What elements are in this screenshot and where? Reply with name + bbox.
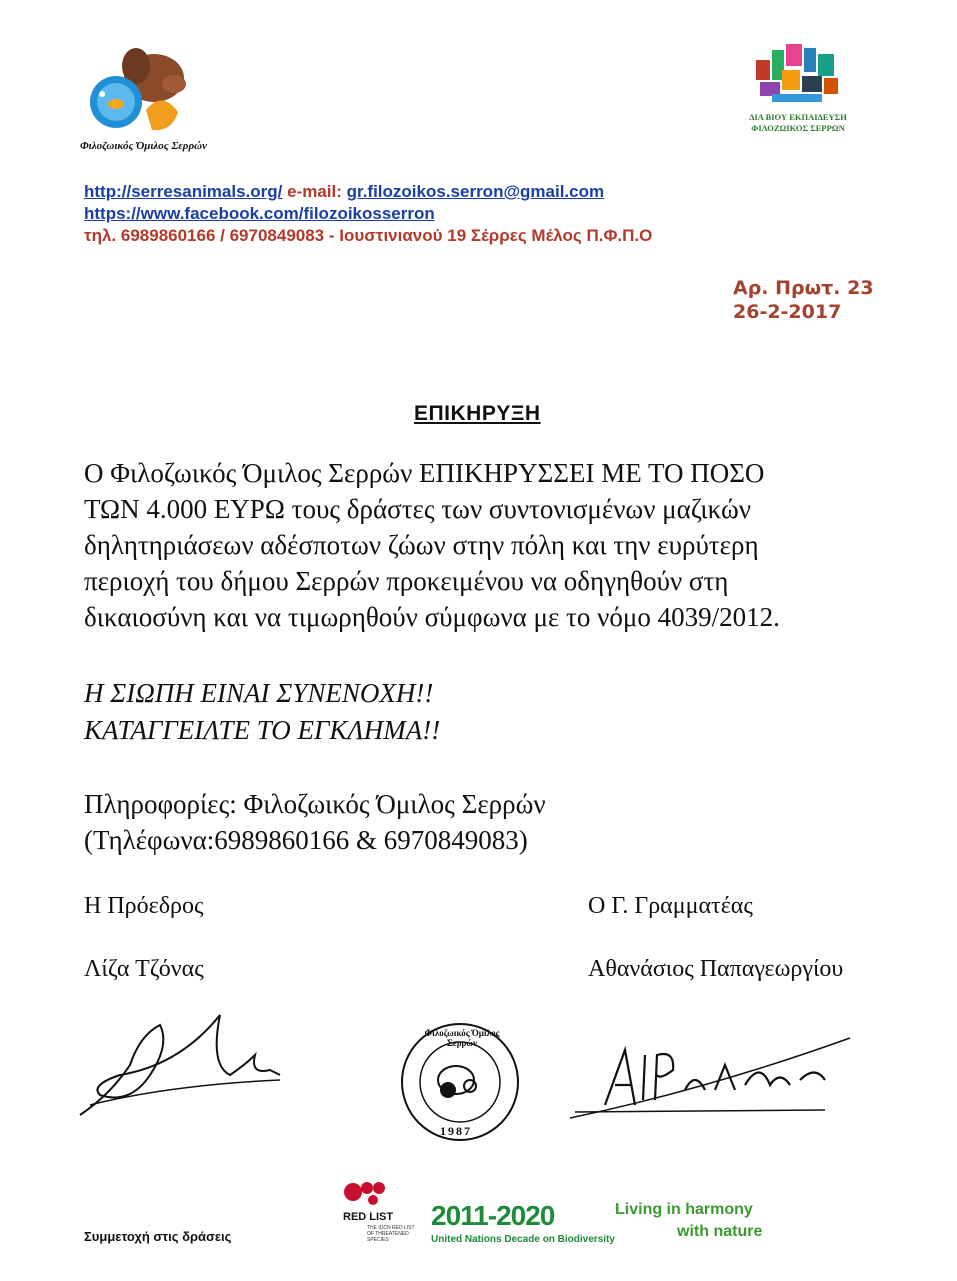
body-line-2: ΤΩΝ 4.000 ΕΥΡΩ τους δράστες των συντονισμένων μαζικών [84, 494, 751, 524]
decade-years: 2011-2020 [431, 1200, 555, 1231]
edu-logo-caption-1: ΔΙΑ ΒΙΟΥ ΕΚΠΑΙΔΕΥΣΗ [749, 112, 847, 122]
decade-caption: United Nations Decade on Biodiversity [431, 1234, 615, 1245]
stamp-text: Φιλοζωικός Όμιλος Σερρών [424, 1028, 500, 1048]
body-line-4: περιοχή του δήμου Σερρών προκειμένου να οδηγηθούν στη [84, 566, 729, 596]
secretary-signature-icon [565, 1030, 855, 1125]
animal-logo-icon [76, 40, 196, 140]
document-title: ΕΠΙΚΗΡΥΞΗ [414, 402, 541, 425]
stamp-year: 1987 [440, 1124, 472, 1138]
body-line-3: δηλητηριάσεων αδέσποτων ζώων στην πόλη και την ευρύτερη [84, 530, 759, 560]
edu-logo [738, 40, 858, 140]
slogan-line-1: Η ΣΙΩΠΗ ΕΙΝΑΙ ΣΥΝΕΝΟΧΗ!! [84, 678, 434, 708]
living-line-2: with nature [677, 1223, 763, 1240]
body-line-5: δικαιοσύνη και να τιμωρηθούν σύμφωνα με το νόμο 4039/2012. [84, 602, 780, 632]
website-link[interactable]: http://serresanimals.org/ [84, 182, 283, 201]
contact-block [84, 181, 884, 247]
protocol-number: Αρ. Πρωτ. 23 [733, 277, 874, 299]
facebook-link[interactable]: https://www.facebook.com/filozoikosserron [84, 204, 435, 223]
phone-address-line: τηλ. 6989860166 / 6970849083 - Ιουστινιανού 19 Σέρρες Μέλος Π.Φ.Π.Ο [84, 226, 653, 245]
participation-label: Συμμετοχή στις δράσεις [84, 1229, 232, 1244]
protocol-date: 26-2-2017 [733, 301, 842, 323]
living-line-1: Living in harmony [615, 1201, 753, 1218]
info-block [84, 786, 546, 858]
president-signature-icon [70, 1005, 290, 1125]
org-logo [76, 40, 207, 160]
right-name: Αθανάσιος Παπαγεωργίου [588, 956, 844, 982]
right-role: Ο Γ. Γραμματέας [588, 893, 753, 919]
body-line-1: Ο Φιλοζωικός Όμιλος Σερρών ΕΠΙΚΗΡΥΣΣΕΙ ΜΕ ΤΟ ΠΟΣΟ [84, 458, 765, 488]
left-name: Λίζα Τζόνας [84, 956, 204, 982]
protocol-block [733, 276, 874, 324]
biodiversity-decade-logo [431, 1200, 615, 1250]
announcement-body [84, 455, 924, 635]
left-role: Η Πρόεδρος [84, 893, 204, 919]
info-line-1: Πληροφορίες: Φιλοζωικός Όμιλος Σερρών [84, 789, 546, 819]
red-list-sub: THE IUCN RED LIST OF THREATENED SPECIES [367, 1225, 415, 1243]
org-logo-caption: Φιλοζωικός Όμιλος Σερρών [80, 140, 207, 152]
red-list-logo [343, 1180, 423, 1250]
animals-collage-icon [748, 40, 848, 106]
edu-logo-caption-2: ΦΙΛΟΖΩΙΚΟΣ ΣΕΡΡΩΝ [751, 123, 845, 133]
living-harmony-text [615, 1199, 762, 1243]
organization-stamp [398, 1020, 522, 1144]
email-label: e-mail: [282, 182, 347, 201]
red-list-label: RED LIST [343, 1211, 394, 1223]
info-line-2: (Τηλέφωνα:6989860166 & 6970849083) [84, 825, 528, 855]
red-list-icon [343, 1180, 393, 1210]
contact-line-1 [84, 181, 884, 203]
email-link[interactable]: gr.filozoikos.serron@gmail.com [346, 182, 605, 201]
slogan-line-2: ΚΑΤΑΓΓΕΙΛΤΕ ΤΟ ΕΓΚΛΗΜΑ!! [84, 715, 441, 745]
slogan-block [84, 675, 440, 749]
contact-line-2 [84, 203, 884, 225]
